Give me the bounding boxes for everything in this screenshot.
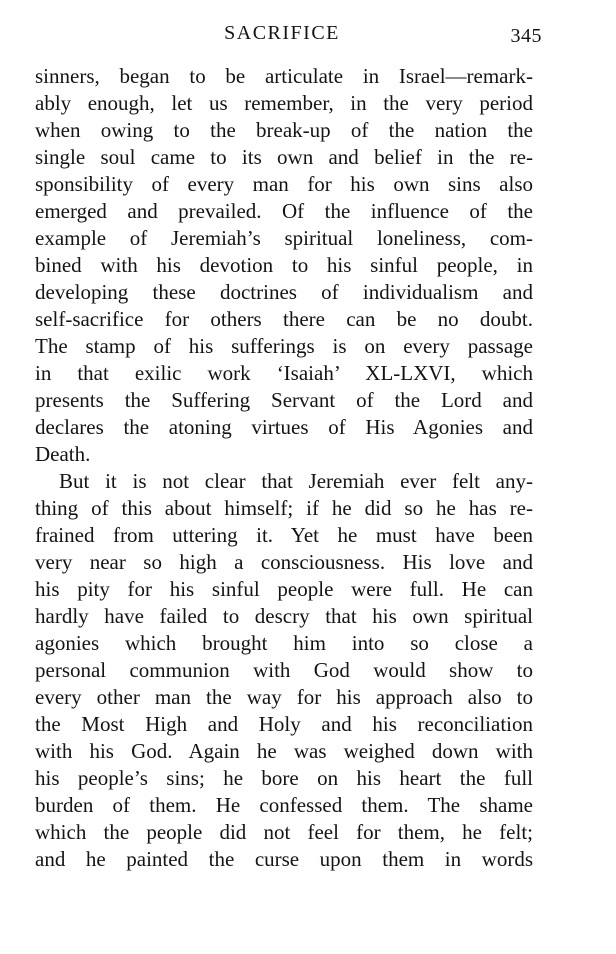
text-line: and he painted the curse upon them in words (35, 847, 533, 871)
page-number: 345 (510, 25, 542, 47)
text-line: in that exilic work ‘Isaiah’ XL-LXVI, which (35, 361, 533, 385)
text-line: burden of them. He confessed them. The shame (35, 793, 533, 817)
text-line: thing of this about himself; if he did so he has re- (35, 496, 533, 520)
text-line: the Most High and Holy and his reconciliation (35, 712, 533, 736)
text-line: ably enough, let us remember, in the very period (35, 91, 533, 115)
paragraph-end-line: Death. (35, 442, 91, 466)
text-line: with his God. Again he was weighed down with (35, 739, 533, 763)
paragraph-start-line: But it is not clear that Jeremiah ever felt any- (59, 469, 533, 493)
text-line: developing these doctrines of individualism and (35, 280, 533, 304)
text-line: declares the atoning virtues of His Agonies and (35, 415, 533, 439)
text-line: his pity for his sinful people were full. He can (35, 577, 533, 601)
text-line: personal communion with God would show to (35, 658, 533, 682)
text-line: agonies which brought him into so close a (35, 631, 533, 655)
text-line: sponsibility of every man for his own sins also (35, 172, 533, 196)
text-line: single soul came to its own and belief in the re- (35, 145, 533, 169)
text-line: presents the Suffering Servant of the Lord and (35, 388, 533, 412)
text-line: every other man the way for his approach also to (35, 685, 533, 709)
running-title: SACRIFICE (224, 22, 340, 44)
text-line: example of Jeremiah’s spiritual loneliness, com- (35, 226, 533, 250)
body-text (35, 63, 533, 873)
text-line: bined with his devotion to his sinful people, in (35, 253, 533, 277)
running-head (0, 22, 616, 48)
text-line: emerged and prevailed. Of the influence of the (35, 199, 533, 223)
text-line: very near so high a consciousness. His love and (35, 550, 533, 574)
text-line: frained from uttering it. Yet he must have been (35, 523, 533, 547)
text-line: self-sacrifice for others there can be no doubt. (35, 307, 533, 331)
text-line: his people’s sins; he bore on his heart the full (35, 766, 533, 790)
text-line: which the people did not feel for them, he felt; (35, 820, 533, 844)
text-line: hardly have failed to descry that his own spiritual (35, 604, 533, 628)
text-line: sinners, began to be articulate in Israel—remark- (35, 64, 533, 88)
text-line: when owing to the break-up of the nation the (35, 118, 533, 142)
text-line: The stamp of his sufferings is on every passage (35, 334, 533, 358)
